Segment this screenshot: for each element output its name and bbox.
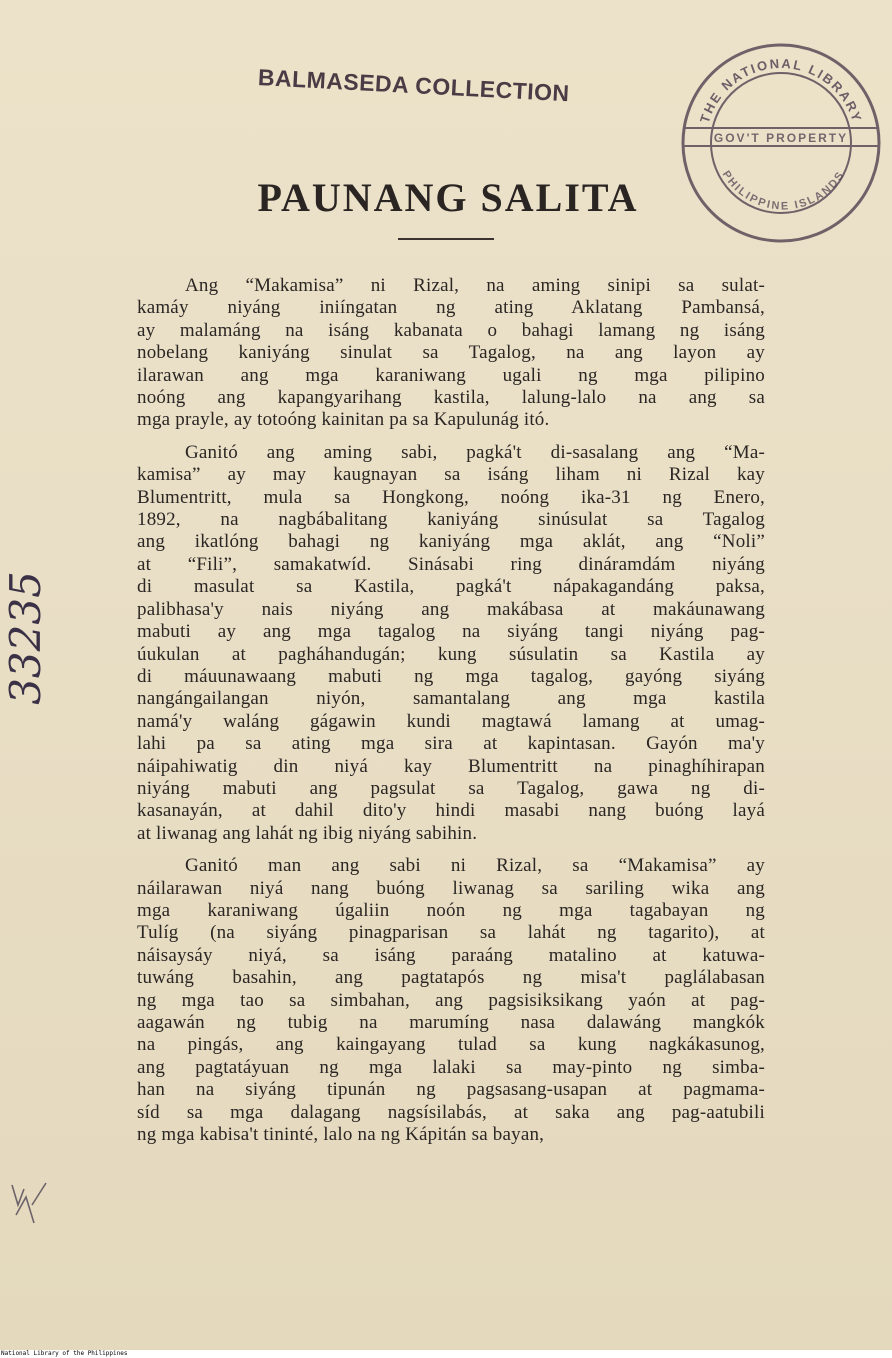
title-divider <box>398 238 494 240</box>
seal-text-top: THE NATIONAL LIBRARY <box>696 55 866 125</box>
collection-stamp: BALMASEDA COLLECTION <box>257 64 571 107</box>
text-line: niyáng mabuti ang pagsulat sa Tagalog, gawa ng di- <box>137 777 765 799</box>
seal-text-bottom: PHILIPPINE ISLANDS <box>719 168 848 213</box>
text-line: mga prayle, ay totoóng kainitan pa sa Kapulunág itó. <box>137 409 550 431</box>
text-line: namá'y waláng gágawin kundi magtawá lamang at umag- <box>137 710 765 732</box>
text-line: Tulíg (na siyáng pinagparisan sa lahát ng tagarito), at <box>137 922 765 944</box>
paragraph <box>137 275 765 432</box>
text-line: di máuunawaang mabuti ng mga tagalog, gayóng siyáng <box>137 665 765 687</box>
text-line: palibhasa'y nais niyáng ang makábasa at makáunawang <box>137 598 765 620</box>
text-line: Ang “Makamisa” ni Rizal, na aming sinipi sa sulat- <box>185 275 765 296</box>
text-line: mabuti ay ang mga tagalog na siyáng tangi niyáng pag- <box>137 621 765 643</box>
handwritten-accession-number <box>1 558 70 718</box>
paragraph <box>137 855 765 1146</box>
text-line: kasanayán, at dahil dito'y hindi masabi nang buóng layá <box>137 800 765 822</box>
paragraph <box>137 442 765 845</box>
text-line: ay malamáng na isáng kabanata o bahagi lamang ng isáng <box>137 319 765 341</box>
text-line: Ganitó man ang sabi ni Rizal, sa “Makamisa” ay <box>185 855 765 877</box>
text-line: mga karaniwang úgaliin noón ng mga tagabayan ng <box>137 899 765 921</box>
text-line: ilarawan ang mga karaniwang ugali ng mga pilipino <box>137 364 765 386</box>
text-line: nobelang kaniyáng sinulat sa Tagalog, na ang layon ay <box>137 342 765 364</box>
text-line: han na siyáng tipunán ng pagsasang-usapan at pagmama- <box>137 1079 765 1101</box>
text-line: kamisa” ay may kaugnayan sa isáng liham ni Rizal kay <box>137 464 765 486</box>
body-text <box>137 275 765 1146</box>
page-title: PAUNANG SALITA <box>257 175 639 220</box>
text-line: 1892, na nagbábalitang kaniyáng sinúsulat sa Tagalog <box>137 509 765 531</box>
text-line: di masulat sa Kastila, pagká't nápakagandáng paksa, <box>137 576 765 598</box>
paragraph-gap <box>137 432 765 442</box>
text-line: lahi pa sa ating mga sira at kapintasan. Gayón ma'y <box>137 733 765 755</box>
text-line: ang pagtatáyuan ng mga lalaki sa may-pinto ng simba- <box>137 1056 765 1078</box>
text-line: ang ikatlóng bahagi ng kaniyáng mga aklát, ang “Noli” <box>137 531 765 553</box>
text-line: náisaysáy niyá, sa isáng paraáng matalino at katuwa- <box>137 944 765 966</box>
text-line: síd sa mga dalagang nagsísilabás, at saka ang pag-aatubili <box>137 1101 765 1123</box>
text-line: at “Fili”, samakatwíd. Sinásabi ring dináramdám niyáng <box>137 553 765 575</box>
text-line: tuwáng basahin, ang pagtatapós ng misa't paglálabasan <box>137 967 765 989</box>
text-line: na pingás, ang kaingayang tulad sa kung nagkákasunog, <box>137 1034 765 1056</box>
text-line: kamáy niyáng iniíngatan ng ating Aklatang Pambansá, <box>137 297 765 319</box>
text-line: náilarawan niyá nang buóng liwanag sa sariling wika ang <box>137 877 765 899</box>
text-line: ng mga tao sa simbahan, ang pagsisiksikang yaón at pag- <box>137 989 765 1011</box>
text-line: náipahiwatig din niyá kay Blumentritt na pinaghíhirapan <box>137 755 765 777</box>
footer-credit: National Library of the Philippines <box>1 1350 128 1357</box>
text-line: ng mga kabisa't tininté, lalo na ng Kápitán sa bayan, <box>137 1124 545 1146</box>
text-line: Blumentritt, mula sa Hongkong, noóng ika-31 ng Enero, <box>137 486 765 508</box>
seal-text-band: GOV'T PROPERTY <box>713 131 849 145</box>
paragraph-gap <box>137 845 765 855</box>
handwritten-number: 33235 <box>1 571 50 705</box>
footer-bar <box>0 1350 892 1358</box>
text-line: nangángailangan niyón, samantalang ang mga kastila <box>137 688 765 710</box>
text-line: aagawán ng tubig na marumíng nasa dalawáng mangkók <box>137 1012 765 1033</box>
text-line: Ganitó ang aming sabi, pagká't di-sasalang ang “Ma- <box>185 441 765 463</box>
text-line: at liwanag ang lahát ng ibig niyáng sabihin. <box>137 822 478 844</box>
text-line: noóng ang kapangyarihang kastila, lalung-lalo na ang sa <box>137 387 765 409</box>
handwritten-mark <box>4 1175 54 1235</box>
text-line: úukulan at pagháhandugán; kung súsulatin sa Kastila ay <box>137 643 765 665</box>
